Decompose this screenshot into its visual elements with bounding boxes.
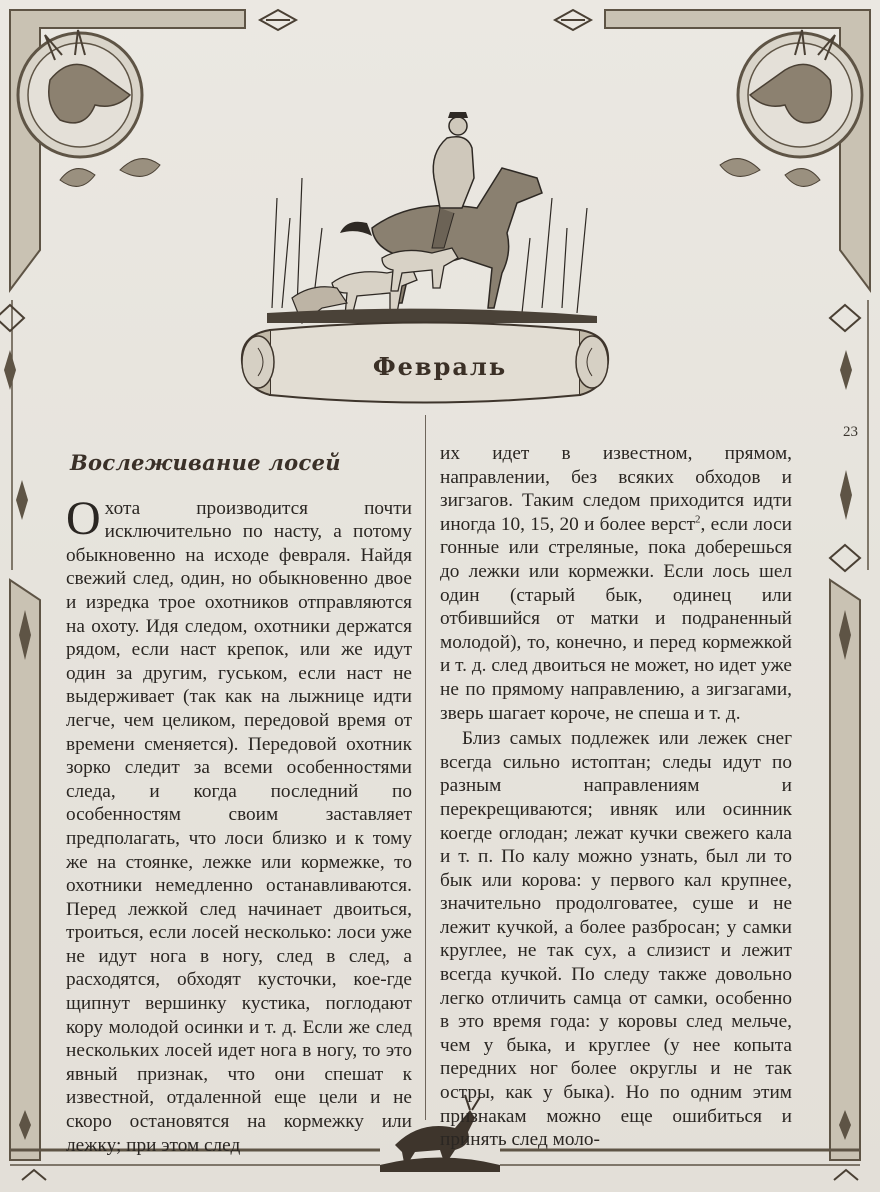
section-heading: Вослеживание лосей (70, 450, 341, 475)
paragraph (440, 442, 792, 725)
paragraph-text: их идет в известном, прямом, направлении, без всяких обходов и зигзагов. Таким следом приходится идти иногда 10, 15, 20 и более верст (440, 443, 792, 535)
page-number: 23 (843, 424, 858, 440)
column-divider (425, 415, 426, 1120)
page-title: Февраль (372, 352, 508, 381)
elk-head-ornament-icon (18, 30, 142, 157)
drop-cap: О (66, 491, 101, 545)
paragraph (66, 491, 412, 1158)
elk-head-ornament-icon (738, 30, 862, 157)
paragraph-text: хота производится почти исключительно по насту, а потому обыкновенно на исходе февраля. Найдя свежий след, один, но обыкновенно двое и изредка трое охотников отправляются на охоту. Идя следом, охотники держатся рядом, если наст крепок, или же идут один за другим, гуськом, если наст не выдерживает (так как на лыжнице идти легче, чем целиком, передовой время от времени сменяется). Передовой охотник зорко следит за всеми особенностями следа, и когда последний по особенностям своим заставляет предполагать, что лоси близко и к тому же на стоянке, лежке или кормежке, то охотники немедленно останавливаются. Перед лежкой след начинает двоиться, троиться, если лосей несколько: лоси уже не идут нога в ногу, след в след, а расходятся, обходят кусточки, кое-где щипнут вершинку кустика, поглодают кору молодой осинки и т. д. Если же след нескольких лосей идет нога в ногу, то это явный признак, что они спешат к известной, отдаленной еще цели и не скоро остановятся на кормежку или лежку; при этом след (66, 497, 412, 1156)
paragraph: Близ самых подлежек или лежек снег всегда сильно истоптан; следы идут по разным направлениям и перекрещиваются; ивняк или осинник коегде оглодан; лежат кучки свежего кала и т. п. По калу можно узнать, был ли то бык или корова: у первого кал крупнее, значительно продолговатее, суше и не лежит кучкой, а более разбросан; у самки круглее, не так сух, а слизист и лежит всегда кучкой. По следу также довольно легко отличить самца от самки, особенно в это время года: у коровы след мельче, чем у быка, и круглее (у нее копыта передних ног более округлы и не так остры, как у быка). Но по одним этим признакам можно еще ошибиться и принять след моло- (440, 728, 792, 1151)
footnote-mark[interactable]: 2 (695, 513, 701, 526)
paragraph-text: , если лоси гонные или стреляные, пока доберешься до лежки или кормежки. Если лось шел один (старый бык, одинец или отбившийся от матки и подраненный молодой), то, конечно, и перед кормежкой и т. д. след двоиться не может, но идет уже не по прямому направлению, а зигзагами, зверь шагает короче, не спеша и т. д. (440, 513, 792, 724)
left-column (66, 445, 412, 1157)
right-column (440, 442, 792, 1152)
